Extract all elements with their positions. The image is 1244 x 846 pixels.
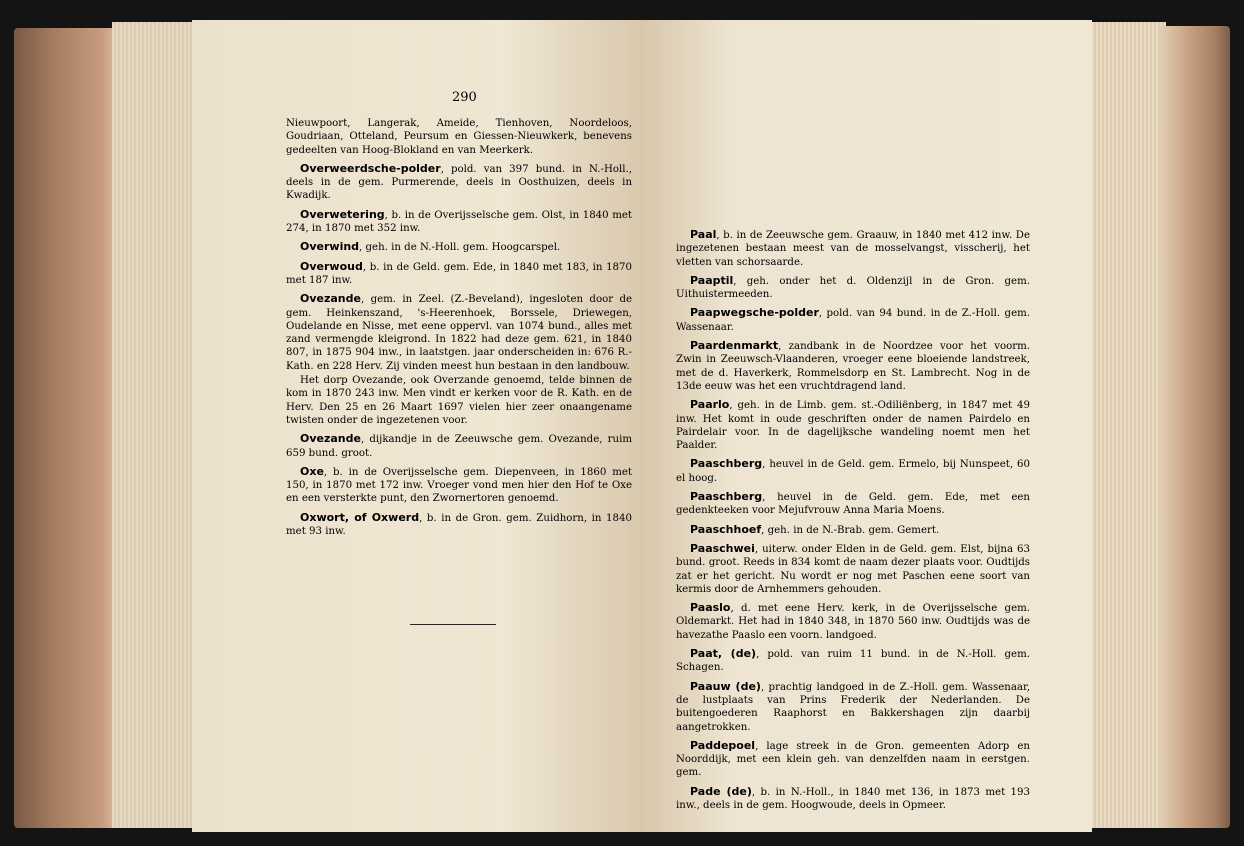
dictionary-entry: [676, 523, 1030, 537]
entry-headword: Pade (de): [690, 784, 752, 798]
entry-text: , pold. van 397 bund. in N.-Holl., deels in de gem. Purmerende, deels in Oosthuizen, deels in Kwadijk.: [286, 163, 632, 202]
dictionary-entry: [676, 542, 1030, 596]
dictionary-entry: [286, 240, 632, 254]
book-left-page-stack: [112, 22, 194, 828]
entry-headword: Paddepoel: [690, 738, 756, 752]
entry-text: , dijkandje in de Zeeuwsche gem. Ovezande, ruim 659 bund. groot.: [286, 434, 632, 459]
dictionary-entry: [676, 398, 1030, 452]
dictionary-entry: [286, 292, 632, 373]
dictionary-entry: [676, 490, 1030, 518]
entry-text: , heuvel in de Geld. gem. Ede, met een gedenkteeken voor Mejufvrouw Anna Maria Moens.: [676, 492, 1030, 517]
entry-text: , prachtig landgoed in de Z.-Holl. gem. Wassenaar, de lustplaats van Prins Frederik der Nederlanden. De buitengoederen Raaphorst en Bakkershagen zijn daarbij aangetrokken.: [676, 681, 1030, 733]
entry-headword: Overwoud: [300, 259, 363, 273]
book-right-edge: [1160, 26, 1230, 828]
entry-text: , b. in de Overijsselsche gem. Olst, in 1840 met 274, in 1870 met 352 inw.: [286, 209, 632, 235]
book-right-page-stack: [1092, 22, 1166, 828]
entry-headword: Paal: [690, 228, 717, 241]
entry-text: , pold. van 94 bund. in de Z.-Holl. gem. Wassenaar.: [676, 308, 1030, 333]
entry-text: , geh. in de N.-Brab. gem. Gemert.: [761, 524, 940, 536]
entry-text: , pold. van ruim 11 bund. in de N.-Holl. gem. Schagen.: [676, 649, 1030, 674]
entry-headword: Overweerdsche-polder: [300, 161, 441, 175]
right-page-column: [676, 228, 1030, 817]
entry-text: Het dorp Ovezande, ook Overzande genoemd, telde binnen de kom in 1870 243 inw. Men vindt er kerken voor de R. Kath. en de Herv. Den 25 en 26 Maart 1697 vielen hier zeer onaangename twisten onder de ingezetenen voor.: [286, 375, 632, 426]
dictionary-entry: [286, 116, 632, 157]
dictionary-entry: [676, 339, 1030, 393]
entry-text: , b. in de Geld. gem. Ede, in 1840 met 183, in 1870 met 187 inw.: [286, 261, 632, 286]
entry-headword: Ovezande: [300, 432, 361, 446]
dictionary-entry: [676, 274, 1030, 302]
dictionary-entry: [676, 647, 1030, 675]
entry-headword: Paaschwei: [690, 541, 755, 555]
entry-headword: Paarlo: [690, 398, 730, 412]
dictionary-entry: [676, 457, 1030, 485]
entry-text: , b. in de Overijsselsche gem. Diepenveen, in 1860 met 150, in 1870 met 172 inw. Vroeger vond men hier den Hof te Oxe en een versterkte punt, den Zwornertoren genoemd.: [286, 466, 632, 505]
entry-text: , zandbank in de Noordzee voor het voorm. Zwin in Zeeuwsch-Vlaanderen, vroeger eene bloeiende landstreek, met de d. Haverkerk, Rommelsdorp en St. Lambrecht. Nog in de 13de eeuw was het een vruchtdragend land.: [676, 341, 1030, 392]
entry-headword: Paaschhoef: [690, 522, 762, 536]
dictionary-entry: [286, 260, 632, 288]
entry-text: , geh. in de Limb. gem. st.-Odiliënberg, in 1847 met 49 inw. Het komt in oude geschriften onder de namen Pairdelo en Pairdelair voor. In de dagelijksche wandeling noemt men het Paalder.: [676, 400, 1030, 452]
entry-text: , d. met eene Herv. kerk, in de Overijsselsche gem. Oldemarkt. Het had in 1840 348, in 1870 560 inw. Oudtijds was de havezathe Paaslo een voorn. landgoed.: [676, 603, 1030, 641]
dictionary-entry: [286, 208, 632, 236]
book-left-edge: [14, 28, 124, 828]
entry-text: Nieuwpoort, Langerak, Ameide, Tienhoven, Noordeloos, Goudriaan, Otteland, Peursum en Giessen-Nieuwkerk, benevens gedeelten van Hoog-Blokland en van Meerkerk.: [286, 118, 632, 156]
entry-headword: Paaschberg: [690, 490, 763, 504]
entry-text: , geh. in de N.-Holl. gem. Hoogcarspel.: [359, 242, 561, 254]
dictionary-entry: [286, 511, 632, 539]
entry-text: , lage streek in de Gron. gemeenten Adorp en Noorddijk, met een klein geh. van denzelfden naam in eerstgen. gem.: [676, 740, 1030, 779]
entry-headword: Ovezande: [300, 292, 361, 306]
entry-text: , b. in N.-Holl., in 1840 met 136, in 1873 met 193 inw., deels in de gem. Hoogwoude, deels in Opmeer.: [676, 786, 1031, 811]
dictionary-entry: [286, 162, 632, 203]
left-page-column: [286, 116, 632, 543]
dictionary-entry: [676, 680, 1030, 734]
entry-headword: Paaslo: [690, 601, 731, 615]
entry-text: , uiterw. onder Elden in de Geld. gem. Elst, bijna 63 bund. groot. Reeds in 834 komt de naam dezer plaats voor. Oudtijds zat er het gericht. Nu wordt er nog met Paschen eene soort van kermis door de Arnhemmers gehouden.: [676, 543, 1030, 595]
dictionary-entry: [676, 601, 1030, 642]
entry-text: , geh. onder het d. Oldenzijl in de Gron. gem. Uithuistermeeden.: [676, 275, 1030, 301]
dictionary-entry: [286, 465, 632, 506]
entry-headword: Paaschberg: [690, 457, 763, 471]
entry-headword: Oxwort, of Oxwerd: [300, 510, 420, 524]
entry-text: , heuvel in de Geld. gem. Ermelo, bij Nunspeet, 60 el hoog.: [676, 459, 1030, 484]
entry-headword: Paapwegsche-polder: [690, 306, 819, 320]
dictionary-entry: [676, 785, 1030, 813]
entry-text: , b. in de Zeeuwsche gem. Graauw, in 1840 met 412 inw. De ingezetenen bestaan meest van de mosselvangst, visscherij, het vletten van schorsaarde.: [676, 230, 1030, 268]
entry-text: , b. in de Gron. gem. Zuidhorn, in 1840 met 93 inw.: [286, 512, 632, 538]
entry-headword: Overwetering: [300, 207, 385, 221]
entry-headword: Paardenmarkt: [690, 339, 779, 353]
dictionary-entry: [286, 373, 632, 427]
entry-text: , gem. in Zeel. (Z.-Beveland), ingesloten door de gem. Heinkenszand, 's-Heerenhoek, Borssele, Driewegen, Oudelande en Nisse, met eene oppervl. van 1074 bund., alles met zand vermengde kleigrond. In 1822 had deze gem. 621, in 1840 807, in 1875 904 inw., in laatstgen. jaar onderscheiden in: 676 R.-Kath. en 228 Herv. Zij vinden meest hun bestaan in den landbouw.: [286, 294, 632, 372]
dictionary-entry: [676, 306, 1030, 334]
page-number: 290: [452, 90, 477, 105]
entry-headword: Paauw (de): [690, 679, 761, 693]
entry-headword: Paaptil: [690, 273, 734, 287]
entry-headword: Oxe: [300, 464, 324, 478]
section-divider: [410, 624, 496, 625]
dictionary-entry: [286, 432, 632, 460]
entry-headword: Overwind: [300, 240, 360, 254]
dictionary-entry: [676, 739, 1030, 780]
entry-headword: Paat, (de): [690, 647, 757, 661]
dictionary-entry: [676, 228, 1030, 269]
